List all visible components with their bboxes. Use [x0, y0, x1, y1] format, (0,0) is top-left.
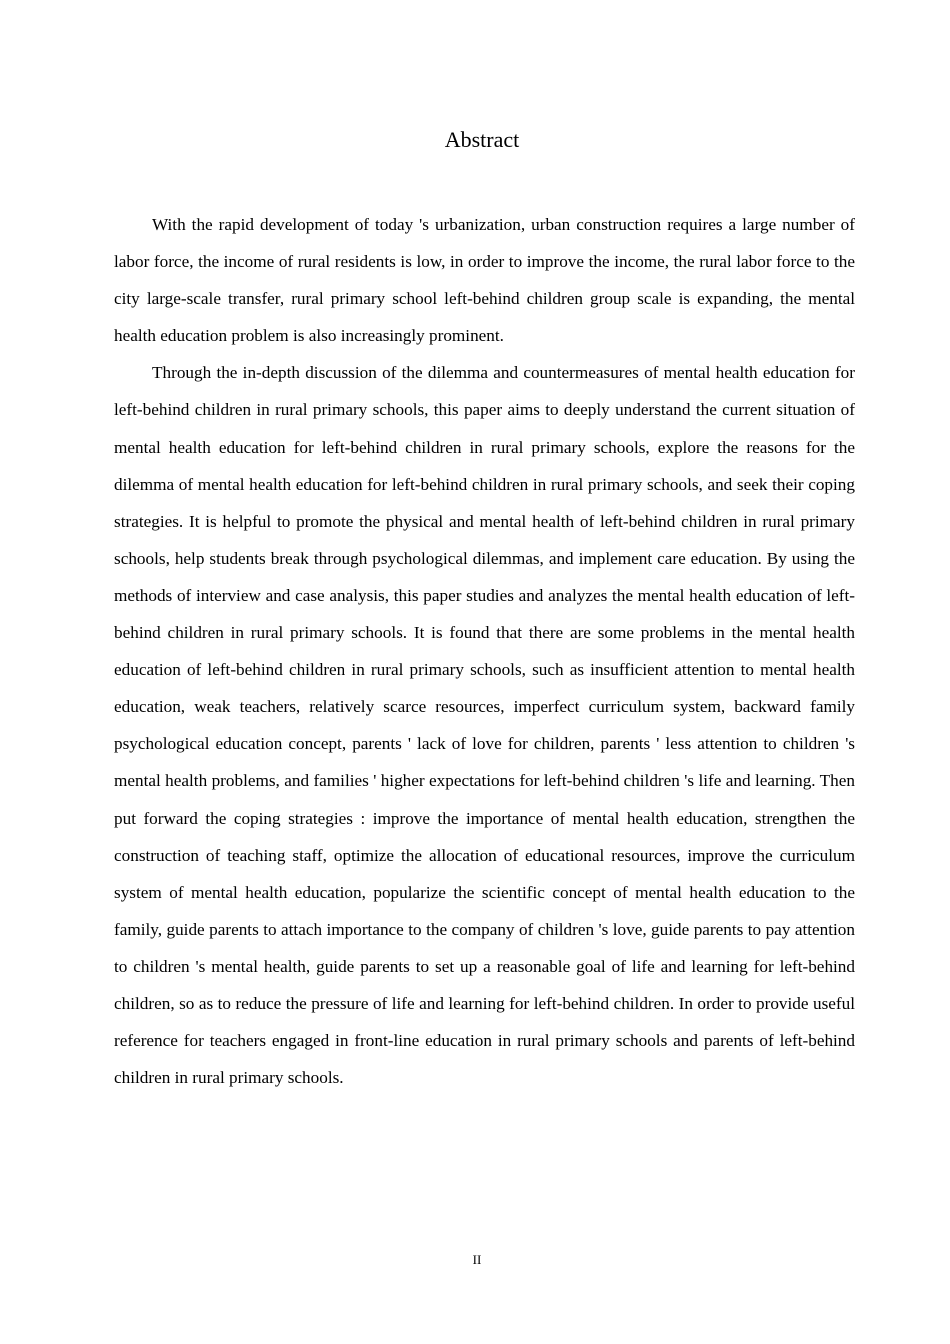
abstract-paragraph-1: With the rapid development of today 's urbanization, urban construction requires a large number of labor force, the income of rural residents is low, in order to improve the income, the rural labor force to the city large-scale transfer, rural primary school left-behind children group scale is expanding, the mental health education problem is also increasingly prominent. [114, 215, 855, 346]
abstract-paragraph-2: Through the in-depth discussion of the dilemma and countermeasures of mental health education for left-behind children in rural primary schools, this paper aims to deeply understand the current situation of mental health education for left-behind children in rural primary schools, explore the reasons for the dilemma of mental health education for left-behind children in rural primary schools, and seek their coping strategies. It is helpful to promote the physical and mental health of left-behind children in rural primary schools, help students break through psychological dilemmas, and implement care education. By using the methods of interview and case analysis, this paper studies and analyzes the mental health education of left-behind children in rural primary schools. It is found that there are some problems in the mental health education of left-behind children in rural primary schools, such as insufficient attention to mental health education, weak teachers, relatively scarce resources, imperfect curriculum system, backward family psychological education concept, parents ' lack of love for children, parents ' less attention to children 's mental health problems, and families ' higher expectations for left-behind children 's life and learning. Then put forward the coping strategies : improve the importance of mental health education, strengthen the construction of teaching staff, optimize the allocation of educational resources, improve the curriculum system of mental health education, popularize the scientific concept of mental health education to the family, guide parents to attach importance to the company of children 's love, guide parents to pay attention to children 's mental health, guide parents to set up a reasonable goal of life and learning for left-behind children, so as to reduce the pressure of life and learning for left-behind children. In order to provide useful reference for teachers engaged in front-line education in rural primary schools and parents of left-behind children in rural primary schools. [114, 363, 855, 1088]
abstract-body [114, 206, 855, 1096]
page-number: II [472, 1252, 482, 1267]
page-title: Abstract [444, 127, 520, 152]
